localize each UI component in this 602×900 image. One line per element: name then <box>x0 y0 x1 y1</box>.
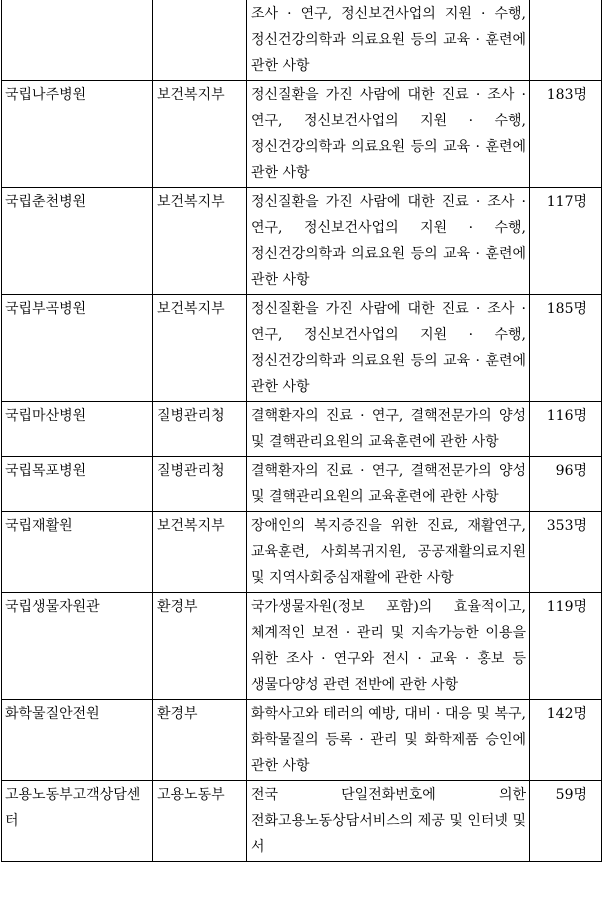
description-cell: 화학사고와 테러의 예방, 대비 · 대응 및 복구, 화학물질의 등록 · 관리 및 화학제품 승인에 관한 사항 <box>247 700 530 781</box>
ministry-cell <box>153 0 247 81</box>
description-cell: 정신질환을 가진 사람에 대한 진료 · 조사 · 연구, 정신보건사업의 지원 · 수행, 정신건강의학과 의료요원 등의 교육 · 훈련에 관한 사항 <box>247 295 530 402</box>
ministry-cell: 보건복지부 <box>153 512 247 593</box>
agency-name-cell: 국립부곡병원 <box>2 295 153 402</box>
description-cell: 정신질환을 가진 사람에 대한 진료 · 조사 · 연구, 정신보건사업의 지원 · 수행, 정신건강의학과 의료요원 등의 교육 · 훈련에 관한 사항 <box>247 188 530 295</box>
agency-table-body <box>2 0 602 862</box>
description-cell: 결핵환자의 진료 · 연구, 결핵전문가의 양성 및 결핵관리요원의 교육훈련에 관한 사항 <box>247 402 530 457</box>
agency-name-cell: 국립생물자원관 <box>2 593 153 700</box>
staff-count-cell <box>530 0 602 81</box>
agency-table <box>1 0 602 862</box>
ministry-cell: 고용노동부 <box>153 781 247 862</box>
table-row <box>2 512 602 593</box>
agency-name-cell: 국립목포병원 <box>2 457 153 512</box>
description-cell: 국가생물자원(정보 포함)의 효율적이고, 체계적인 보전 · 관리 및 지속가능한 이용을 위한 조사 · 연구와 전시 · 교육 · 홍보 등 생물다양성 관련 전반에 관한 사항 <box>247 593 530 700</box>
agency-name-cell: 화학물질안전원 <box>2 700 153 781</box>
ministry-cell: 보건복지부 <box>153 81 247 188</box>
ministry-cell: 환경부 <box>153 593 247 700</box>
ministry-cell: 질병관리청 <box>153 457 247 512</box>
staff-count-cell: 353명 <box>530 512 602 593</box>
staff-count-cell: 59명 <box>530 781 602 862</box>
agency-name-cell <box>2 0 153 81</box>
table-row <box>2 781 602 862</box>
table-row <box>2 188 602 295</box>
description-cell: 전국 단일전화번호에 의한 전화고용노동상담서비스의 제공 및 인터넷 및 서 <box>247 781 530 862</box>
table-row <box>2 402 602 457</box>
table-row <box>2 0 602 81</box>
description-cell: 결핵환자의 진료 · 연구, 결핵전문가의 양성 및 결핵관리요원의 교육훈련에 관한 사항 <box>247 457 530 512</box>
table-row <box>2 700 602 781</box>
description-cell: 장애인의 복지증진을 위한 진료, 재활연구, 교육훈련, 사회복귀지원, 공공재활의료지원 및 지역사회중심재활에 관한 사항 <box>247 512 530 593</box>
table-row <box>2 593 602 700</box>
table-row <box>2 81 602 188</box>
agency-name-cell: 국립마산병원 <box>2 402 153 457</box>
staff-count-cell: 96명 <box>530 457 602 512</box>
table-row <box>2 457 602 512</box>
agency-name-cell: 국립재활원 <box>2 512 153 593</box>
staff-count-cell: 116명 <box>530 402 602 457</box>
ministry-cell: 보건복지부 <box>153 295 247 402</box>
staff-count-cell: 142명 <box>530 700 602 781</box>
staff-count-cell: 117명 <box>530 188 602 295</box>
staff-count-cell: 119명 <box>530 593 602 700</box>
ministry-cell: 질병관리청 <box>153 402 247 457</box>
ministry-cell: 보건복지부 <box>153 188 247 295</box>
ministry-cell: 환경부 <box>153 700 247 781</box>
description-cell: 정신질환을 가진 사람에 대한 진료 · 조사 · 연구, 정신보건사업의 지원 · 수행, 정신건강의학과 의료요원 등의 교육 · 훈련에 관한 사항 <box>247 81 530 188</box>
agency-name-cell: 국립나주병원 <box>2 81 153 188</box>
agency-name-cell: 국립춘천병원 <box>2 188 153 295</box>
staff-count-cell: 183명 <box>530 81 602 188</box>
agency-name-cell: 고용노동부고객상담센터 <box>2 781 153 862</box>
table-row <box>2 295 602 402</box>
staff-count-cell: 185명 <box>530 295 602 402</box>
description-cell: 조사 · 연구, 정신보건사업의 지원 · 수행, 정신건강의학과 의료요원 등의 교육 · 훈련에 관한 사항 <box>247 0 530 81</box>
